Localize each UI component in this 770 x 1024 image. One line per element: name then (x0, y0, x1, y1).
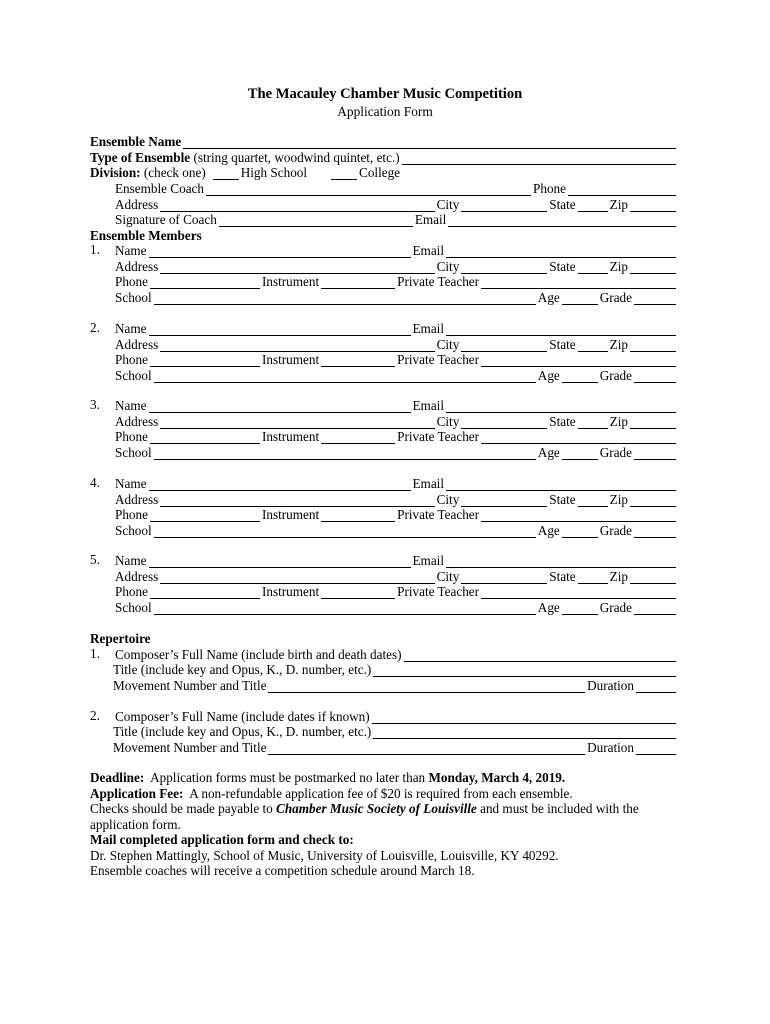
member-age-field[interactable] (562, 293, 598, 305)
checks-text-end: and must be included with the application form. (90, 801, 639, 832)
repertoire-number: 2. (90, 708, 100, 723)
coach-address-label: Address (115, 197, 159, 212)
member-grade-label: Grade (599, 445, 632, 460)
coach-signature-row (115, 211, 678, 227)
member-number: 5. (90, 552, 100, 567)
member-grade-field[interactable] (634, 448, 676, 460)
member-instrument-field[interactable] (321, 587, 395, 599)
composer-label: Composer’s Full Name (include dates if known) (115, 709, 370, 724)
member-city-label: City (436, 492, 460, 507)
member-address-label: Address (115, 414, 159, 429)
member-zip-label: Zip (609, 414, 628, 429)
member-phone-label: Phone (115, 274, 148, 289)
member-email-field[interactable] (446, 556, 676, 568)
member-phone-row (115, 273, 678, 289)
form-title: The Macauley Chamber Music Competition (247, 86, 523, 102)
deadline-label: Deadline: (90, 770, 145, 785)
member-school-field[interactable] (154, 448, 536, 460)
member-age-field[interactable] (562, 526, 598, 538)
coach-row (115, 180, 678, 196)
member-email-field[interactable] (446, 324, 676, 336)
member-age-field[interactable] (562, 371, 598, 383)
movement-field[interactable] (268, 681, 585, 693)
checks-paragraph (90, 801, 680, 832)
coach-field[interactable] (206, 184, 531, 196)
ensemble-type-label: Type of Ensemble (90, 150, 191, 165)
member-school-label: School (115, 523, 152, 538)
member-name-row (115, 552, 678, 568)
member-email-label: Email (412, 398, 444, 413)
member-instrument-field[interactable] (321, 277, 395, 289)
deadline-date: Monday, March 4, 2019. (428, 770, 566, 785)
ensemble-name-row (90, 133, 678, 149)
coach-phone-field[interactable] (568, 184, 676, 196)
member-address-row (115, 258, 678, 274)
title-field[interactable] (373, 665, 676, 677)
member-email-field[interactable] (446, 479, 676, 491)
division-row (90, 164, 678, 180)
member-instrument-field[interactable] (321, 355, 395, 367)
member-age-label: Age (537, 368, 560, 383)
high-school-checkbox[interactable] (213, 168, 239, 180)
member-email-field[interactable] (446, 401, 676, 413)
member-name-row (115, 242, 678, 258)
division-label: Division: (90, 165, 141, 180)
composer-row (115, 646, 678, 662)
member-phone-field[interactable] (150, 510, 260, 522)
schedule-note: Ensemble coaches will receive a competition schedule around March 18. (90, 863, 475, 878)
member-name-field[interactable] (149, 479, 411, 491)
member-email-label: Email (412, 553, 444, 568)
member-grade-label: Grade (599, 600, 632, 615)
member-phone-row (115, 428, 678, 444)
checks-payee: Chamber Music Society of Louisville (276, 801, 477, 816)
fee-label: Application Fee: (90, 786, 184, 801)
member-instrument-field[interactable] (321, 510, 395, 522)
member-name-row (115, 320, 678, 336)
member-name-field[interactable] (149, 556, 411, 568)
member-school-label: School (115, 368, 152, 383)
member-number: 3. (90, 397, 100, 412)
coach-signature-field[interactable] (219, 215, 413, 227)
member-instrument-label: Instrument (261, 507, 320, 522)
member-school-field[interactable] (154, 293, 536, 305)
member-zip-label: Zip (609, 337, 628, 352)
checks-text-start: Checks should be made payable to (90, 801, 273, 816)
member-zip-label: Zip (609, 259, 628, 274)
member-school-row (115, 522, 678, 538)
member-state-label: State (549, 492, 576, 507)
deadline-line (90, 770, 680, 786)
composer-row (115, 708, 678, 724)
member-teacher-field[interactable] (481, 510, 676, 522)
member-address-row (115, 336, 678, 352)
member-phone-field[interactable] (150, 355, 260, 367)
member-school-label: School (115, 600, 152, 615)
member-school-field[interactable] (154, 371, 536, 383)
member-teacher-label: Private Teacher (397, 274, 480, 289)
member-grade-label: Grade (599, 290, 632, 305)
member-teacher-label: Private Teacher (397, 507, 480, 522)
duration-label: Duration (587, 740, 634, 755)
member-phone-field[interactable] (150, 587, 260, 599)
member-state-label: State (549, 414, 576, 429)
member-address-label: Address (115, 259, 159, 274)
ensemble-type-note: (string quartet, woodwind quintet, etc.) (193, 150, 400, 165)
coach-city-label: City (436, 197, 460, 212)
member-phone-label: Phone (115, 352, 148, 367)
member-phone-label: Phone (115, 507, 148, 522)
member-number: 4. (90, 475, 100, 490)
member-grade-label: Grade (599, 368, 632, 383)
member-instrument-label: Instrument (261, 429, 320, 444)
member-school-label: School (115, 290, 152, 305)
duration-label: Duration (587, 678, 634, 693)
member-teacher-label: Private Teacher (397, 352, 480, 367)
member-phone-field[interactable] (150, 432, 260, 444)
member-address-label: Address (115, 337, 159, 352)
deadline-text: Application forms must be postmarked no later than (150, 770, 426, 785)
member-phone-row (115, 351, 678, 367)
member-age-label: Age (537, 600, 560, 615)
repertoire-heading-row (90, 630, 678, 646)
movement-field[interactable] (268, 743, 585, 755)
coach-label: Ensemble Coach (115, 181, 204, 196)
high-school-label: High School (240, 165, 308, 180)
member-instrument-field[interactable] (321, 432, 395, 444)
title-field[interactable] (373, 727, 676, 739)
member-zip-label: Zip (609, 492, 628, 507)
member-email-field[interactable] (446, 246, 676, 258)
member-name-label: Name (115, 398, 147, 413)
member-email-label: Email (412, 243, 444, 258)
form-subtitle: Application Form (337, 104, 433, 119)
member-phone-label: Phone (115, 429, 148, 444)
member-name-field[interactable] (149, 324, 411, 336)
member-school-field[interactable] (154, 526, 536, 538)
member-school-row (115, 367, 678, 383)
member-teacher-field[interactable] (481, 432, 676, 444)
member-state-label: State (549, 569, 576, 584)
ensemble-name-label: Ensemble Name (90, 134, 182, 149)
member-number: 2. (90, 320, 100, 335)
member-email-label: Email (412, 476, 444, 491)
member-address-row (115, 568, 678, 584)
member-age-field[interactable] (562, 448, 598, 460)
member-name-label: Name (115, 553, 147, 568)
coach-address-row (115, 196, 678, 212)
member-city-label: City (436, 259, 460, 274)
member-teacher-field[interactable] (481, 587, 676, 599)
member-number: 1. (90, 242, 100, 257)
member-name-label: Name (115, 476, 147, 491)
member-school-field[interactable] (154, 603, 536, 615)
coach-email-field[interactable] (448, 215, 676, 227)
member-teacher-field[interactable] (481, 277, 676, 289)
fee-text: A non-refundable application fee of $20 is required from each ensemble. (189, 786, 573, 801)
member-grade-field[interactable] (634, 526, 676, 538)
member-age-field[interactable] (562, 603, 598, 615)
member-grade-field[interactable] (634, 371, 676, 383)
member-age-label: Age (537, 290, 560, 305)
division-note: (check one) (143, 165, 206, 180)
coach-zip-label: Zip (609, 197, 628, 212)
coach-email-label: Email (414, 212, 447, 227)
title-label: Title (include key and Opus, K., D. number, etc.) (113, 662, 372, 677)
movement-row (113, 677, 678, 693)
member-city-label: City (436, 569, 460, 584)
member-name-field[interactable] (149, 246, 411, 258)
member-school-row (115, 289, 678, 305)
ensemble-type-row (90, 149, 678, 165)
member-city-label: City (436, 414, 460, 429)
member-email-label: Email (412, 321, 444, 336)
title-row (113, 723, 678, 739)
repertoire-heading: Repertoire (90, 631, 151, 646)
composer-label: Composer’s Full Name (include birth and death dates) (115, 647, 402, 662)
member-zip-label: Zip (609, 569, 628, 584)
member-state-label: State (549, 259, 576, 274)
member-age-label: Age (537, 445, 560, 460)
member-teacher-label: Private Teacher (397, 429, 480, 444)
member-phone-row (115, 583, 678, 599)
member-address-label: Address (115, 569, 159, 584)
member-name-label: Name (115, 321, 147, 336)
college-checkbox[interactable] (331, 168, 357, 180)
college-label: College (359, 165, 401, 180)
member-instrument-label: Instrument (261, 584, 320, 599)
coach-signature-label: Signature of Coach (115, 212, 217, 227)
member-teacher-field[interactable] (481, 355, 676, 367)
coach-state-label: State (549, 197, 576, 212)
title-label: Title (include key and Opus, K., D. number, etc.) (113, 724, 372, 739)
duration-field[interactable] (636, 743, 676, 755)
member-address-row (115, 491, 678, 507)
member-grade-field[interactable] (634, 603, 676, 615)
movement-label: Movement Number and Title (113, 740, 267, 755)
members-heading: Ensemble Members (90, 228, 202, 243)
repertoire-number: 1. (90, 646, 100, 661)
member-address-label: Address (115, 492, 159, 507)
movement-row (113, 739, 678, 755)
member-grade-field[interactable] (634, 293, 676, 305)
member-city-label: City (436, 337, 460, 352)
member-phone-label: Phone (115, 584, 148, 599)
movement-label: Movement Number and Title (113, 678, 267, 693)
member-age-label: Age (537, 523, 560, 538)
member-teacher-label: Private Teacher (397, 584, 480, 599)
members-heading-row (90, 227, 678, 243)
member-phone-field[interactable] (150, 277, 260, 289)
coach-phone-label: Phone (533, 181, 566, 196)
title-row (113, 661, 678, 677)
fee-line (90, 786, 680, 802)
duration-field[interactable] (636, 681, 676, 693)
member-phone-row (115, 506, 678, 522)
member-school-row (115, 444, 678, 460)
member-name-label: Name (115, 243, 147, 258)
member-name-row (115, 475, 678, 491)
member-name-field[interactable] (149, 401, 411, 413)
mail-address: Dr. Stephen Mattingly, School of Music, University of Louisville, Louisville, KY 40292. (90, 848, 559, 863)
member-instrument-label: Instrument (261, 352, 320, 367)
member-school-label: School (115, 445, 152, 460)
ensemble-name-field[interactable] (183, 137, 676, 149)
mail-heading: Mail completed application form and check to: (90, 832, 354, 847)
member-grade-label: Grade (599, 523, 632, 538)
member-state-label: State (549, 337, 576, 352)
member-instrument-label: Instrument (261, 274, 320, 289)
member-school-row (115, 599, 678, 615)
member-address-row (115, 413, 678, 429)
member-name-row (115, 397, 678, 413)
